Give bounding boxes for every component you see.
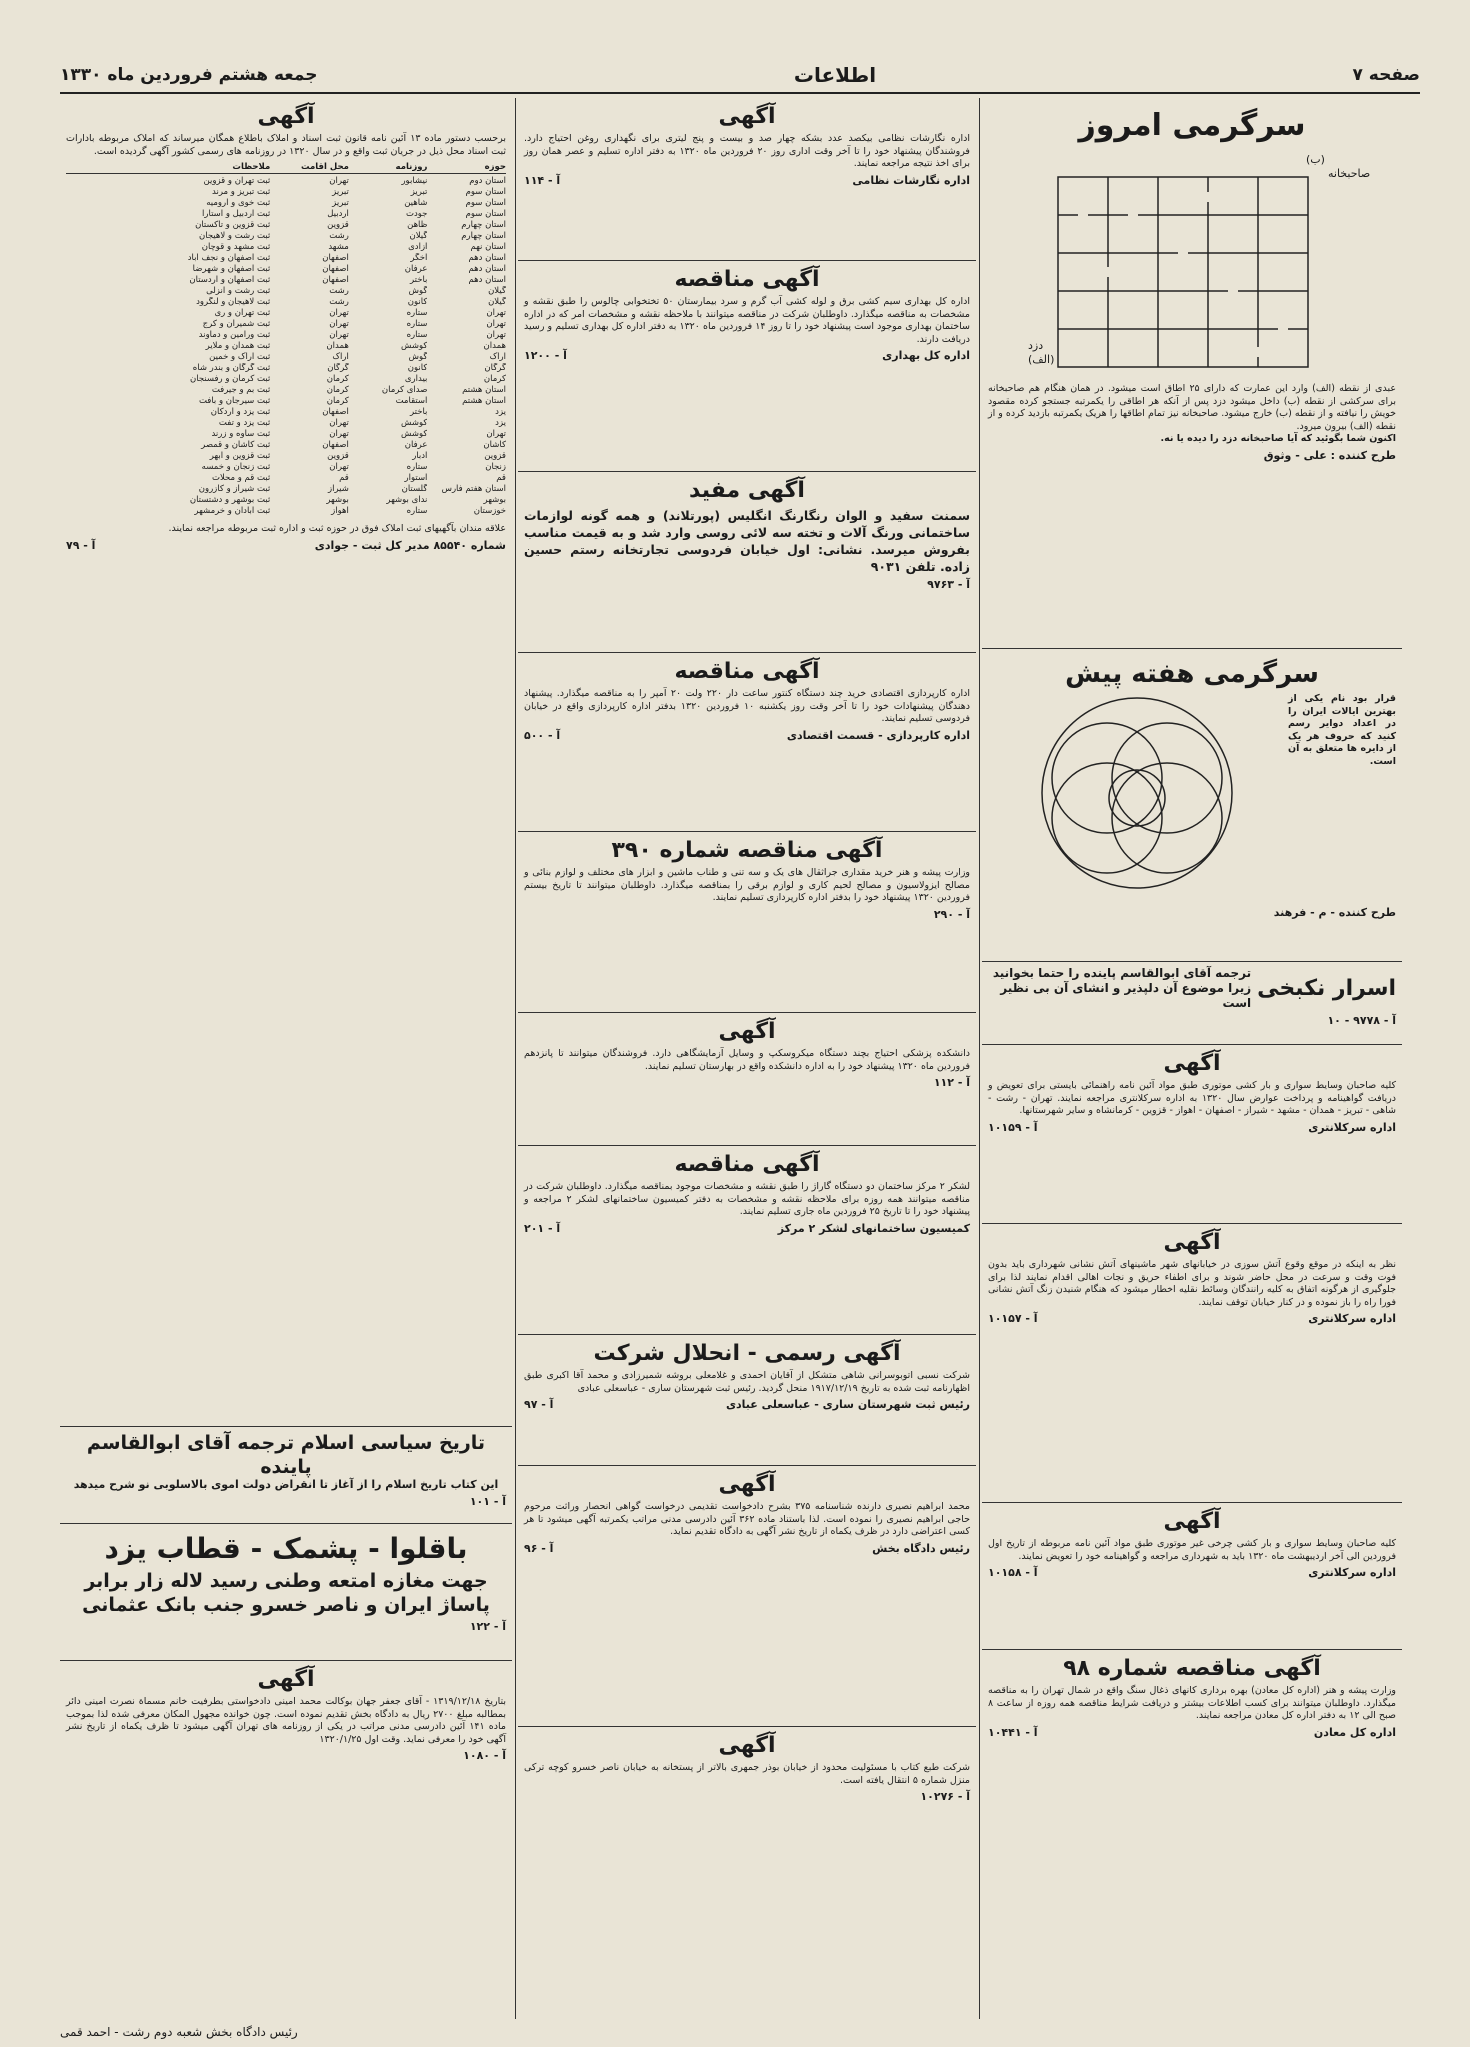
- ad-title: آگهی: [1163, 1230, 1221, 1255]
- ad-text: کلیه صاحبان وسایط سواری و بار کشی موتوری طبق مواد آئین نامه راهنمائی بایستی برای تعویض و دریافت گواهینامه و پرداخت عوارض سال ۱۳۲۰ به اداره سرکلانتری مراجعه نمایند. تهران - رشت - شاهی - تبریز - همدان - مشهد - شیراز - اصفهان - اهواز - قزوین - کرمانشاه و سایر شهرستانها.: [988, 1080, 1396, 1116]
- ad-title: آگهی مناقصه: [674, 1152, 820, 1177]
- label-door: دزد: [1028, 339, 1044, 352]
- table-cell: اراک: [332, 352, 349, 362]
- table-cell: ثبت تهران و قزوین: [203, 176, 271, 186]
- table-row: [66, 484, 506, 495]
- ad-tender-390: [518, 832, 976, 1013]
- ad-title: آگهی مفید: [689, 478, 805, 503]
- table-cell: کوشش: [401, 418, 428, 428]
- table-cell: ثبت زنجان و خمسه: [201, 462, 271, 472]
- table-cell: استان چهارم: [461, 220, 506, 230]
- ad-code: آ - ۹۷: [524, 1398, 554, 1411]
- table-cell: کرمان: [326, 396, 349, 406]
- ad-code: آ - ۲۹۰: [933, 907, 970, 921]
- ad-text: وزارت پیشه و هنر (اداره کل معادن) بهره برداری کانهای ذغال سنگ واقع در شمال تهران را به مناقصه میگذارد. داوطلبان میتوانند برای کسب اطلاعات بیشتر و دریافت شرایط مناقصه همه روزه از ساعت ۸ صبح الی ۱۲ به دفتر اداره کل معادن مراجعه نمایند.: [988, 1685, 1396, 1721]
- ad-sweets-shop: [60, 1524, 512, 1661]
- column-rule: [515, 98, 516, 2019]
- table-row: [66, 352, 506, 363]
- table-row: [66, 330, 506, 341]
- ad-title: آگهی رسمی - انحلال شرکت: [593, 1341, 901, 1366]
- table-cell: قم: [496, 473, 506, 483]
- table-cell: تهران: [329, 462, 349, 472]
- ad-title: آگهی: [1163, 1051, 1221, 1076]
- page-footer: رئیس دادگاه بخش شعبه دوم رشت - احمد قمی: [60, 2025, 298, 2039]
- ad-title: آگهی مناقصه: [674, 267, 820, 292]
- table-cell: استقامت: [395, 396, 428, 406]
- table-cell: گرگان: [327, 363, 349, 373]
- table-cell: یزد: [495, 418, 506, 428]
- table-cell: ثبت قم و محلات: [211, 473, 271, 483]
- masthead: [60, 58, 1420, 94]
- table-cell: کوشش: [401, 429, 428, 439]
- table-cell: مشهد: [328, 242, 349, 252]
- middle-column: [518, 98, 976, 2019]
- ad-signature: اداره کارپردازی - قسمت اقتصادی: [786, 728, 970, 742]
- ad-book-company: [518, 1727, 976, 1847]
- table-cell: ثبت آبادان و خرمشهر: [194, 506, 271, 516]
- table-cell: ثبت اصفهان و نجف آباد: [187, 253, 271, 263]
- ad-code: آ - ۱۰۱: [469, 1494, 506, 1508]
- table-cell: نیشابور: [401, 176, 428, 186]
- table-cell: تهران: [486, 308, 506, 318]
- ad-code: آ - ۱۰۱۵۸: [988, 1566, 1038, 1579]
- table-cell: تبریز: [410, 187, 428, 197]
- table-cell: تبریز: [332, 187, 349, 197]
- ad-code: آ - ۱۲۰۰: [524, 349, 567, 362]
- column-rule: [979, 98, 980, 2019]
- table-row: [66, 363, 506, 374]
- ad-text: شرکت نسبی اتوبوسرانی شاهی متشکل از آقایان احمدی و غلامعلی بروشه شمیرزادی و محمد آقا اکبری طبق اظهارنامه ثبت شده به تاریخ ۱۹۱۷/۱۲/۱۹ منحل گردید. رئیس ثبت شهرستان ساری - عباسعلی عبادی: [524, 1370, 970, 1394]
- table-header-cell: حوزه: [484, 162, 506, 172]
- issue-date: جمعه هشتم فروردین ماه ۱۳۳۰: [60, 65, 318, 85]
- ad-code: آ - ۹۷۶۳: [927, 578, 970, 591]
- ad-text: دانشکده پزشکی احتیاج بچند دستگاه میکروسکپ و وسایل آزمایشگاهی دارد. فروشندگان میتوانند تا پانزدهم فروردین ماه ۱۳۲۰ پیشنهاد خود را به اداره دانشکده واقع در بهارستان تسلیم نمایند.: [524, 1048, 970, 1072]
- table-cell: استان سوم: [465, 209, 506, 219]
- table-cell: ثبت سیرجان و بافت: [198, 396, 271, 406]
- table-cell: گیلان: [409, 231, 428, 241]
- page-number: صفحه ۷: [1352, 65, 1420, 85]
- table-row: [66, 374, 506, 385]
- ad-code: آ - ۷۹: [66, 538, 96, 552]
- ad-signature: کمیسیون ساختمانهای لشکر ۲ مرکز: [777, 1221, 970, 1235]
- book-description: این کتاب تاریخ اسلام را از آغاز تا انقراض دولت اموی بالاسلوبی نو شرح میدهد: [73, 1478, 499, 1491]
- table-cell: تهران: [486, 319, 506, 329]
- table-cell: اصفهان: [322, 440, 349, 450]
- table-cell: قزوین: [327, 220, 349, 230]
- table-cell: ستاره: [406, 308, 428, 318]
- registry-table: [66, 162, 506, 517]
- table-row: [66, 418, 506, 429]
- table-cell: ثبت شیراز و کازرون: [198, 484, 271, 494]
- table-cell: رشت: [329, 286, 349, 296]
- table-row: [66, 297, 506, 308]
- ad-title: آگهی: [257, 1667, 315, 1692]
- table-cell: گلستان: [401, 484, 428, 494]
- newspaper-name: اطلاعات: [793, 63, 877, 87]
- table-cell: تهران: [329, 330, 349, 340]
- table-cell: کرمان: [326, 385, 349, 395]
- table-cell: استان دهم: [468, 264, 506, 274]
- table-row: [66, 429, 506, 440]
- table-cell: استان دهم: [468, 253, 506, 263]
- table-cell: رشت: [329, 231, 349, 241]
- ad-signature: اداره کل معادن: [1313, 1725, 1396, 1739]
- table-cell: ثبت اردبیل و آستارا: [202, 209, 271, 219]
- ad-text: لشکر ۲ مرکز ساختمان دو دستگاه گاراژ را طبق نقشه و مشخصات موجود بمناقصه میگذارد. داوطلبان شرکت در مناقصه میتوانند همه روزه برای ملاحظه نقشه و مشخصات به دفتر کمیسیون ساختمانهای لشکر ۲ مراجعه و پیشنهاد خود را تا تاریخ ۲۵ فروردین ماه جاری تسلیم نمایند.: [524, 1181, 970, 1217]
- table-cell: ثبت خوی و ارومیه: [206, 198, 271, 208]
- ad-code: آ - ۱۱۲: [933, 1076, 970, 1089]
- table-cell: زنجان: [485, 462, 506, 472]
- table-cell: تهران: [486, 330, 506, 340]
- table-cell: ستاره: [406, 319, 428, 329]
- table-cell: گرگان: [484, 363, 506, 373]
- table-cell: عرفان: [404, 264, 428, 274]
- table-row: [66, 253, 506, 264]
- table-row: [66, 187, 506, 198]
- table-row: [66, 506, 506, 517]
- table-cell: بیداری: [404, 374, 428, 384]
- table-row: [66, 462, 506, 473]
- ad-text: نظر به اینکه در موقع وقوع آتش سوزی در خیابانهای شهر ماشینهای آتش نشانی شهرداری باید بدون فوت وقت و سرعت در محل حاضر شوند و برای اطفاء حریق و نجات اهالی اقدام نمایند لذا برای جلوگیری از هرگونه اتفاق به کلیه رانندگان وسائط نقلیه اخطار میشود که هنگام شنیدن زنگ آتش نشانی فورا راه را باز نموده و در کنار خیابان توقف نمایند.: [988, 1259, 1396, 1308]
- table-row: [66, 275, 506, 286]
- table-cell: ستاره: [406, 330, 428, 340]
- ad-text: وزارت پیشه و هنر خرید مقداری جراثقال های یک و سه تنی و طناب ماشین و ابزار های مختلف و لوازم بنائی و مصالح ایزولاسیون و مصالح لحیم کاری و لوازم برقی را بمناقصه میگذارد. داوطلبان میتوانند تا تاریخ بیستم فروردین ۱۳۲۰ پیشنهاد خود را بدفتر اداره کارپردازی تسلیم نمایند.: [524, 867, 970, 903]
- table-row: [66, 396, 506, 407]
- table-cell: ثبت رشت و انزلی: [206, 286, 271, 296]
- table-cell: اصفهان: [322, 407, 349, 417]
- table-cell: باختر: [409, 275, 428, 285]
- table-cell: استان دوم: [469, 176, 506, 186]
- ad-useful: [518, 472, 976, 653]
- ad-code: آ - ۱۰۱۵۹: [988, 1120, 1038, 1134]
- table-cell: تهران: [329, 176, 349, 186]
- ad-inheritance: [518, 1466, 976, 1727]
- puzzle-last-week: [982, 649, 1402, 962]
- table-row: [66, 308, 506, 319]
- table-cell: کوشش: [401, 341, 428, 351]
- table-cell: یزد: [495, 407, 506, 417]
- table-cell: ثبت اصفهان و اردستان: [189, 275, 271, 285]
- table-cell: استان چهارم: [461, 231, 506, 241]
- table-cell: تهران: [329, 319, 349, 329]
- table-cell: استان نهم: [470, 242, 506, 252]
- ad-text: اداره کل بهداری سیم کشی برق و لوله کشی آب گرم و سرد بیمارستان ۵۰ تختخوابی چالوس را طبق نقشه و مشخصات به مناقصه میگذارد. داوطلبان شرکت در مناقصه میتوانند با ملاحظه نقشه و مشخصات امر که در اداره ساختمان بهداری موجود است پیشنهاد خود را تا روز ۱۴ فروردین ماه ۱۳۲۰ به دفتر اداره کل بهداری تسلیم و رسید دریافت دارند.: [524, 296, 970, 345]
- table-cell: اصفهان: [322, 264, 349, 274]
- ad-code: آ - ۲۰۱: [524, 1221, 561, 1235]
- table-cell: ثبت تبریز و مرند: [212, 187, 271, 197]
- table-cell: ثبت قزوین و تاکستان: [195, 220, 271, 230]
- table-header-cell: ملاحظات: [232, 162, 271, 172]
- label-owner: صاحبخانه: [1328, 167, 1371, 180]
- table-row: [66, 407, 506, 418]
- table-cell: جودت: [405, 209, 428, 219]
- ad-title: آگهی: [1163, 1509, 1221, 1534]
- table-cell: خوزستان: [473, 506, 506, 516]
- ad-tender-health: [518, 261, 976, 472]
- table-cell: اهواز: [331, 506, 349, 516]
- table-cell: ثبت بم و جیرفت: [211, 385, 271, 395]
- table-cell: قزوین: [484, 451, 506, 461]
- table-cell: کرمان: [326, 374, 349, 384]
- table-cell: شاهین: [404, 198, 428, 208]
- table-cell: اصفهان: [322, 253, 349, 263]
- table-cell: استان سوم: [465, 198, 506, 208]
- table-cell: ظاهن: [407, 220, 428, 230]
- table-cell: تهران: [329, 308, 349, 318]
- table-cell: تهران: [329, 429, 349, 439]
- ad-text: اداره نگارشات نظامی بیکصد عدد بشکه چهار صد و بیست و پنج لیتری برای نگهداری روغن احتیاج دارد. فروشندگان پیشنهاد خود را تا آخر وقت اداری روز ۲۰ فروردین ماه ۱۳۲۰ به دفتر اداره تسلیم و عصر همان روز برای اخذ نتیجه مراجعه نمایند.: [524, 133, 970, 169]
- ad-text: برحسب دستور ماده ۱۳ آئین نامه قانون ثبت اسناد و املاک باطلاع همگان میرساند که املاک مربوطه بادارات ثبت اسناد محل ذیل در جریان ثبت واقع و در سال ۱۳۲۰ در روزنامه های رسمی کشور آگهی گردیده است.: [66, 133, 506, 157]
- table-row: [66, 440, 506, 451]
- ad-text: سمنت سفید و الوان رنگارنگ انگلیس (پورتلاند) و همه گونه لوازمات ساختمانی ورنگ آلات و تخته سه لائی روسی وارد شد و به قیمت مناسب بفروش میرسد. نشانی: اول خیابان فردوسی تجارتخانه رستم حسین زاده. تلفن ۹۰۳۱: [524, 508, 970, 574]
- ad-code: آ - ۵۰۰: [524, 728, 561, 742]
- table-cell: ثبت یزد و تفت: [218, 418, 271, 428]
- ad-court-notice: [60, 1661, 512, 1931]
- table-cell: استان سوم: [465, 187, 506, 197]
- ad-title: آگهی مناقصه شماره ۹۸: [1063, 1656, 1321, 1681]
- table-cell: صدای کرمان: [381, 385, 428, 395]
- ad-title: آگهی مناقصه شماره ۳۹۰: [611, 838, 883, 863]
- table-cell: ثبت مشهد و قوچان: [201, 242, 271, 252]
- table-cell: ثبت قزوین و ابهر: [209, 451, 271, 461]
- left-column: [60, 98, 512, 2019]
- asrar-ad: [982, 962, 1402, 1045]
- table-cell: ثبت اراک و خمین: [209, 352, 271, 362]
- ad-code: آ - ۱۱۴: [524, 173, 561, 187]
- puzzle-today: [982, 98, 1402, 649]
- puzzle-title: سرگرمی امروز: [1078, 108, 1306, 143]
- ad-code: آ - ۱۰۸۰: [463, 1749, 506, 1762]
- table-cell: استان دهم: [468, 275, 506, 285]
- ad-sarkalantari-3: [982, 1503, 1402, 1650]
- table-row: [66, 385, 506, 396]
- table-cell: اصفهان: [322, 275, 349, 285]
- table-cell: اخگر: [410, 253, 428, 263]
- ad-signature: اداره نگارشات نظامی: [852, 173, 970, 187]
- table-row: [66, 264, 506, 275]
- table-cell: ثبت بوشهر و دشتستان: [189, 495, 271, 505]
- table-cell: ندای بوشهر: [386, 495, 428, 505]
- ad-tender-army: [518, 1146, 976, 1335]
- puzzle2-title: سرگرمی هفته پیش: [1065, 659, 1319, 689]
- puzzle-text: عبدی از نقطه (الف) وارد این عمارت که دارای ۲۵ اطاق است میشود. در همان هنگام هم صاحبخانه برای سرکشی از نقطه (ب) داخل میشود دزد پس از آنکه هر اطاقی را یکمرتبه جستجو کرده مقصود خویش را نیافته و از نقطه (ب) خارج میشود. صاحبخانه نیز تمام اطاقها را هریک یکمرتبه بازدید کرده و از نقطه (الف) بیرون میرود.: [988, 383, 1397, 432]
- table-cell: استان هشتم: [462, 396, 506, 406]
- ad-sarkalantari-1: [982, 1045, 1402, 1224]
- table-cell: عرفان: [404, 440, 428, 450]
- table-row: [66, 286, 506, 297]
- table-cell: ستاره: [406, 462, 428, 472]
- table-header-cell: محل اقامت: [300, 162, 349, 172]
- ad-text: شرکت طبع کتاب با مسئولیت محدود از خیابان بوذر جمهری بالاتر از پستخانه به خیابان ناصر خسرو کوچه ترکی منزل شماره ۵ انتقال یافته است.: [524, 1762, 970, 1786]
- table-cell: ثبت رشت و لاهیجان: [198, 231, 271, 241]
- table-cell: تهران: [329, 418, 349, 428]
- table-cell: استوار: [404, 473, 428, 483]
- table-row: [66, 242, 506, 253]
- ad-signature: اداره کل بهداری: [882, 349, 970, 362]
- table-row: [66, 231, 506, 242]
- table-cell: ثبت تهران و ری: [214, 308, 271, 318]
- ad-title: آگهی مناقصه: [674, 659, 820, 684]
- puzzle2-designer: طرح کننده - م - فرهند: [1273, 906, 1396, 919]
- asrar-title: اسرار نکبخی: [1257, 976, 1396, 1001]
- table-cell: کانون: [407, 363, 428, 373]
- table-cell: ستاره: [406, 506, 428, 516]
- table-cell: تهران: [486, 429, 506, 439]
- table-row: [66, 319, 506, 330]
- ad-title: آگهی: [257, 104, 315, 129]
- ad-signature: رئیس دادگاه بخش: [872, 1541, 970, 1555]
- ad-footer-text: علاقه مندان بآگهیهای ثبت املاک فوق در حوزه ثبت و اداره ثبت مربوطه مراجعه نمایند.: [168, 523, 506, 534]
- table-cell: ثبت همدان و ملایر: [205, 341, 271, 351]
- puzzle-question: اکنون شما بگوئید که آیا صاحبخانه دزد را دیده یا نه.: [1160, 433, 1396, 444]
- puzzle-grid: [988, 147, 1396, 366]
- shop-products: باقلوا - پشمک - قطاب یزد: [104, 1532, 468, 1565]
- puzzle2-text: قرار بود نام یکی از بهترین ایالات ایران را در اعداد دوایر رسم کنید که حروف هر یک از دایره ها متعلق به آن است.: [1288, 693, 1396, 767]
- ad-text: بتاریخ ۱۳۱۹/۱۲/۱۸ - آقای جعفر جهان بوکالت محمد امینی دادخواستی بطرفیت خانم مسماة نصرت امینی دائر بمطالبه مبلغ ۲۷۰۰ ریال به دادگاه بخش تقدیم نموده است. چون خوانده مجهول المکان معرفی شده لذا بموجب ماده ۱۴۱ آئین دادرسی مدنی مراتب در یکی از روزنامه های تهران آگهی میشود تا ظرف یکماه از تاریخ نشر آگهی خود را معرفی نماید. وقت اول ۱۳۲۰/۱/۲۵: [66, 1696, 507, 1745]
- ad-signature: اداره سرکلانتری: [1308, 1120, 1396, 1134]
- table-cell: گیلان: [488, 286, 506, 296]
- table-cell: اراک: [489, 352, 506, 362]
- ad-book-history: [60, 1427, 512, 1524]
- table-cell: اردبیل: [327, 209, 349, 219]
- table-cell: ثبت یزد و اردکان: [210, 407, 271, 417]
- table-cell: گیلان: [488, 297, 506, 307]
- room-grid-diagram: [988, 147, 1396, 377]
- table-cell: ثبت گرگان و بندر شاه: [192, 363, 271, 373]
- table-cell: همدان: [326, 341, 349, 351]
- table-cell: ثبت کاشان و قمصر: [201, 440, 271, 450]
- table-cell: باختر: [409, 407, 428, 417]
- table-header-cell: روزنامه: [395, 162, 428, 172]
- table-row: [66, 341, 506, 352]
- asrar-subtitle: ترجمه آقای ابوالقاسم پاینده را حتما بخوانید زیرا موضوع آن دلپذیر و انشای آن بی نظیر است: [992, 966, 1252, 1010]
- table-cell: قم: [339, 473, 349, 483]
- book-title: تاریخ سیاسی اسلام ترجمه آقای ابوالقاسم پاینده: [86, 1432, 486, 1478]
- right-column: [982, 98, 1402, 2019]
- ad-code: آ - ۱۰۴۴۱: [988, 1725, 1038, 1739]
- table-header: [66, 162, 506, 174]
- ad-title: آگهی: [718, 1472, 776, 1497]
- ad-code: آ - ۱۰۲۷۶: [920, 1790, 970, 1803]
- table-cell: ثبت شمیران و کرج: [202, 319, 271, 329]
- shop-address: پاساژ ایران و ناصر خسرو جنب بانک عثمانی: [82, 1594, 490, 1616]
- table-cell: ثبت ورامین و دماوند: [198, 330, 271, 340]
- puzzle-designer: طرح کننده : علی - وثوق: [1263, 448, 1396, 462]
- table-cell: استان هشتم: [462, 385, 506, 395]
- table-row: [66, 220, 506, 231]
- table-cell: ثبت ساوه و زرند: [211, 429, 271, 439]
- table-row: [66, 198, 506, 209]
- ad-signature: اداره سرکلانتری: [1308, 1566, 1396, 1579]
- table-row: [66, 451, 506, 462]
- table-cell: گوش: [408, 286, 428, 296]
- ad-company-dissolution: [518, 1335, 976, 1466]
- table-cell: کاشان: [483, 440, 506, 450]
- ad-tender-98: [982, 1650, 1402, 1960]
- table-row: [66, 473, 506, 484]
- asrar-code: آ - ۹۷۷۸ - ۱۰: [1327, 1014, 1396, 1027]
- ad-code: آ - ۹۶: [524, 1541, 554, 1555]
- table-cell: ادبار: [412, 451, 428, 461]
- table-cell: کانون: [407, 297, 428, 307]
- table-cell: بوشهر: [326, 495, 349, 505]
- ad-signature: اداره سرکلانتری: [1308, 1312, 1396, 1325]
- table-cell: آزادی: [408, 242, 428, 252]
- ad-text: محمد ابراهیم نصیری دارنده شناسنامه ۳۷۵ بشرح دادخواست تقدیمی درخواست گواهی انحصار وراثت مرحوم حاجی ابراهیم نصیری را نموده است. لذا باستناد ماده ۳۶۲ آئین دادرسی مدنی مراتب یکمرتبه آگهی میشود تا هر کسی اعتراضی دارد در ظرف یکماه از تاریخ نشر آگهی به دادگاه تقدیم نماید.: [524, 1501, 970, 1537]
- ad-code: آ - ۱۰۱۵۷: [988, 1312, 1038, 1325]
- table-cell: قزوین: [327, 451, 349, 461]
- table-cell: گوش: [408, 352, 428, 362]
- ad-sarkalantari-2: [982, 1224, 1402, 1503]
- table-cell: ثبت اصفهان و شهرضا: [192, 264, 271, 274]
- shop-line: جهت مغازه امتعه وطنی رسید لاله زار برابر: [84, 1570, 488, 1592]
- table-cell: ثبت لاهیجان و لنگرود: [196, 297, 271, 307]
- ad-tender-procurement: [518, 653, 976, 832]
- label-alef: (الف): [1028, 353, 1055, 366]
- ad-text: اداره کارپردازی اقتصادی خرید چند دستگاه کنتور ساعت دار ۲۲۰ ولت ۲۰ آمپر را به مناقصه میگذارد. پیشنهاد دهندگان پیشنهادات خود را تا آخر وقت روز یکشنبه ۱۰ فروردین ۱۳۲۰ بدفتر اداره کارپردازی واقع در خیابان فردوسی تسلیم نمایند.: [524, 688, 971, 724]
- ad-code: آ - ۱۲۲: [469, 1620, 506, 1633]
- ad-signature: شماره ۸۵۵۴۰ مدیر کل ثبت - جوادی: [314, 538, 506, 552]
- table-row: [66, 495, 506, 506]
- ad-medical-school: [518, 1013, 976, 1146]
- venn-circles-diagram: [992, 693, 1282, 903]
- ad-land-registry: [60, 98, 512, 1427]
- table-cell: همدان: [483, 341, 506, 351]
- ad-title: آگهی: [718, 1733, 776, 1758]
- table-cell: تبریز: [332, 198, 349, 208]
- table-cell: کرمان: [483, 374, 506, 384]
- table-cell: ثبت کرمان و رفسنجان: [190, 374, 271, 384]
- table-row: [66, 209, 506, 220]
- table-cell: شیراز: [328, 484, 349, 494]
- table-cell: استان هفتم فارس: [441, 484, 506, 494]
- label-b: (ب): [1306, 153, 1325, 166]
- ad-title: آگهی: [718, 104, 776, 129]
- table-cell: رشت: [329, 297, 349, 307]
- ad-title: آگهی: [718, 1019, 776, 1044]
- ad-military-print: [518, 98, 976, 261]
- table-row: [66, 176, 506, 187]
- ad-text: کلیه صاحبان وسایط سواری و بار کشی چرخی غیر موتوری طبق مواد آئین نامه مربوطه از تاریخ اول فروردین الی آخر اردیبهشت ماه ۱۳۲۰ باید به شهرداری مراجعه و گواهینامه خود را تعویض نمایند.: [988, 1538, 1396, 1562]
- ad-signature: رئیس ثبت شهرستان ساری - عباسعلی عبادی: [725, 1398, 970, 1411]
- table-cell: بوشهر: [483, 495, 506, 505]
